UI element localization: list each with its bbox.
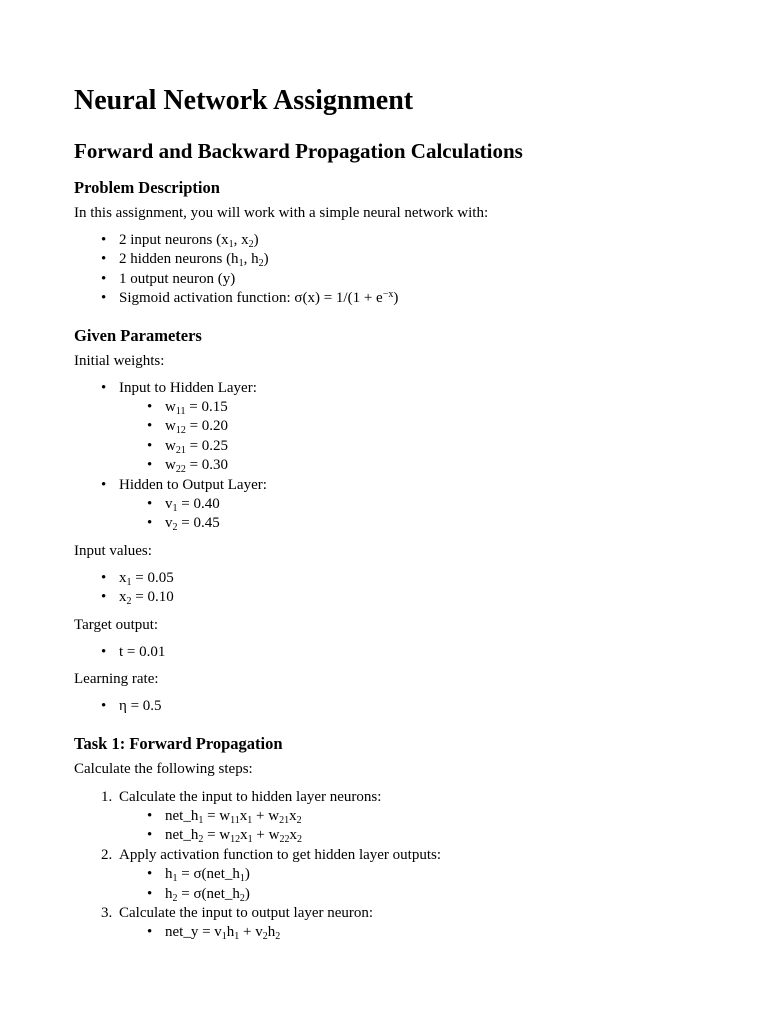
problem-intro: In this assignment, you will work with a simple neural network with: — [74, 205, 489, 221]
list-item: • Hidden to Output Layer: — [74, 476, 694, 495]
target-list — [74, 643, 694, 662]
problem-heading: Problem Description — [74, 178, 220, 197]
task1-intro: Calculate the following steps: — [74, 760, 253, 777]
input-hidden-weights — [74, 398, 694, 476]
task1-heading: Task 1: Forward Propagation — [74, 733, 283, 753]
inputs-list — [74, 569, 694, 608]
list-item: • η = 0.5 — [74, 697, 694, 716]
hidden-output-list — [74, 476, 694, 495]
list-item: • $v_1 = 0.40$ — [74, 495, 694, 514]
list-item: 3. Calculate the input to output layer neuron: • net_y = $v_1h_1 + v_2h_2$ — [74, 904, 694, 943]
weights-list — [74, 379, 694, 398]
inputs-label: Input values: — [74, 542, 152, 559]
problem-list — [74, 231, 694, 309]
list-item: • $net\_h_1 = w_{11}x_1 + w_{21}x_2$ — [74, 807, 694, 826]
list-item: • 2 input neurons ($x_1$, $x_2$) — [74, 231, 694, 250]
list-item: 2. Apply activation function to get hidden layer outputs: • $h_1$ = $\sigma(net\_h_1)$ • $h_2$ = $\sigma(net\_h_2)$ — [74, 846, 694, 904]
learning-rate-label: Learning rate: — [74, 671, 159, 688]
list-item: • $w_{11} = 0.15$ — [74, 398, 694, 417]
list-item: • $v_2 = 0.45$ — [74, 514, 694, 533]
weights-label: Initial weights: — [74, 352, 165, 369]
list-item: • $h_1$ = $\sigma(net\_h_1)$ — [74, 865, 694, 884]
list-item: • $x_1 = 0.05$ — [74, 569, 694, 588]
list-item: • 1 output neuron (y) — [74, 270, 694, 289]
list-item: • Input to Hidden Layer: — [74, 379, 694, 398]
list-item: • net_y = $v_1h_1 + v_2h_2$ — [74, 923, 694, 942]
given-heading: Given Parameters — [74, 325, 202, 345]
page-subtitle: Forward and Backward Propagation Calculations — [74, 139, 523, 163]
list-item: • $w_{22} = 0.30$ — [74, 456, 694, 475]
list-item: • $x_2 = 0.10$ — [74, 588, 694, 607]
list-item: • $net\_h_2 = w_{12}x_1 + w_{22}x_2$ — [74, 826, 694, 845]
page-title: Neural Network Assignment — [74, 85, 414, 116]
learning-rate-list — [74, 697, 694, 716]
hidden-output-weights — [74, 495, 694, 534]
list-item: • $w_{12} = 0.20$ — [74, 417, 694, 436]
target-label: Target output: — [74, 616, 159, 633]
list-item: • t = 0.01 — [74, 643, 694, 662]
task1-steps — [74, 788, 694, 943]
list-item: • $w_{21} = 0.25$ — [74, 437, 694, 456]
list-item: • 2 hidden neurons ($h_1$, $h_2$) — [74, 250, 694, 269]
list-item: 1. Calculate the input to hidden layer neurons: • $net\_h_1 = w_{11}x_1 + w_{21}x_2$ • $net\_h_2 = w_{12}x_1 + w_{22}x_2$ — [74, 788, 694, 846]
list-item: • $h_2$ = $\sigma(net\_h_2)$ — [74, 885, 694, 904]
list-item: • Sigmoid activation function: $\sigma(x) = 1/(1 + e^{-x})$ — [74, 289, 694, 308]
